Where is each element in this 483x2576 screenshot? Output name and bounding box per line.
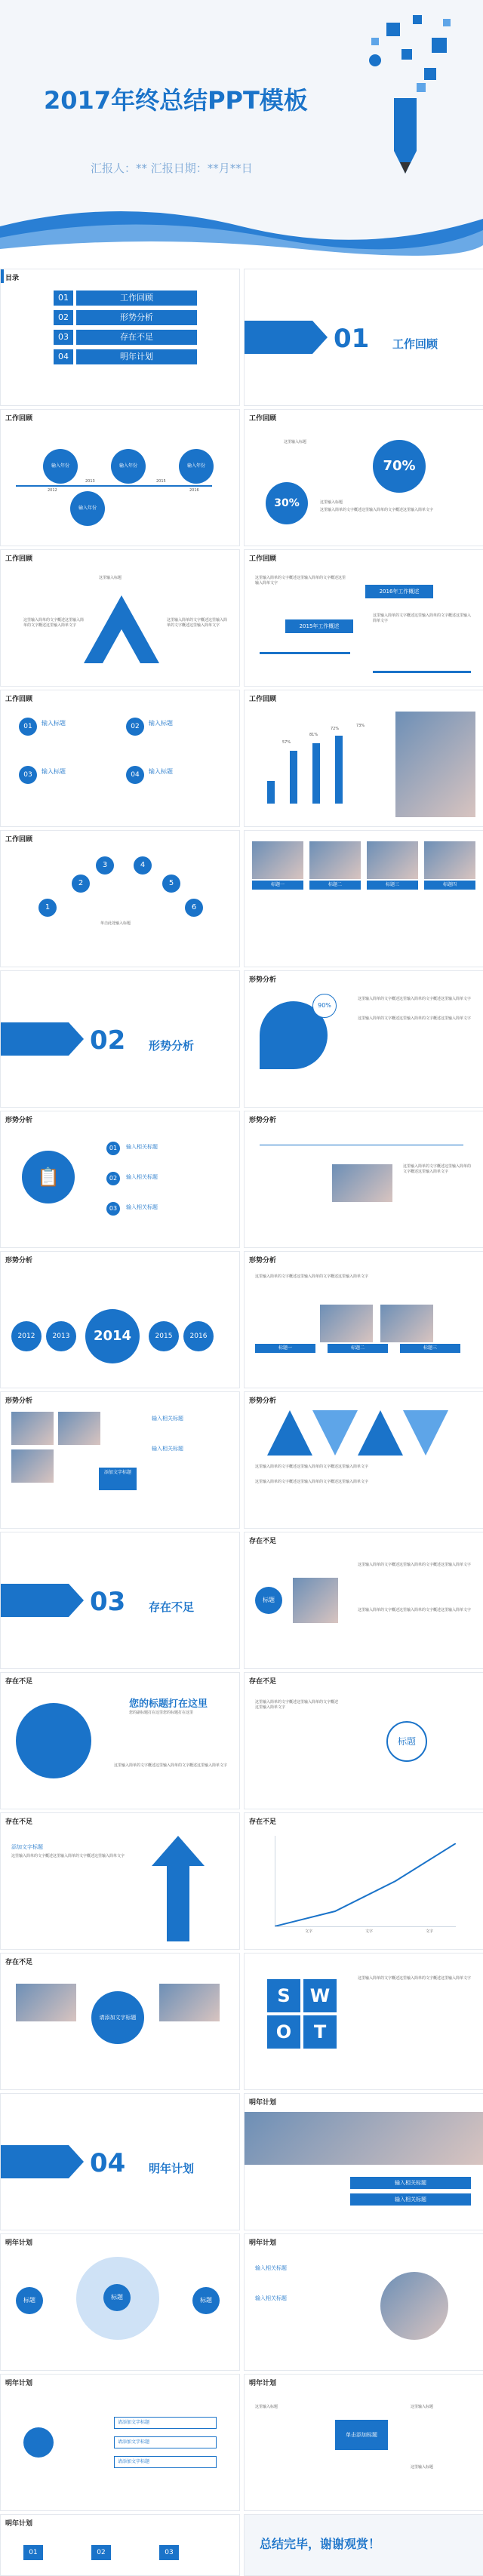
body-text: 这里输入简单的文字概述这里输入简单的文字概述这里输入简单文字 bbox=[358, 997, 472, 1001]
hex-label: 这里输入标题 bbox=[411, 2405, 434, 2409]
year-label: 2013 bbox=[85, 479, 95, 484]
item-title: 输入相关标题 bbox=[152, 1446, 183, 1452]
section-01-label: 工作回顾 bbox=[392, 337, 438, 351]
overview-box: 2015年工作概述 bbox=[285, 619, 353, 633]
section-03-slide bbox=[0, 1532, 240, 1669]
body-text: 这里输入简单的文字概述这里输入简单的文字概述这里输入简单文字 bbox=[114, 1763, 228, 1768]
section-04-slide bbox=[0, 2093, 240, 2230]
lack-cycle-slide bbox=[244, 1672, 483, 1809]
trend-triangles-slide bbox=[244, 1391, 483, 1529]
headline: 您的标题打在这里 bbox=[129, 1698, 208, 1710]
body-text: 这里输入简单的文字概述这里输入简单的文字概述这里输入简单文字 bbox=[11, 1854, 125, 1858]
slide-header: 明年计划 bbox=[5, 2239, 33, 2247]
swot-w: W bbox=[303, 1979, 337, 2012]
photo-tag: 标题四 bbox=[424, 881, 475, 890]
number-badge: 02 bbox=[126, 718, 144, 736]
year-circle: 2014 bbox=[85, 1309, 140, 1363]
slide-header: 形势分析 bbox=[249, 1117, 277, 1124]
photo bbox=[58, 1412, 100, 1445]
step-circle: 6 bbox=[185, 899, 203, 917]
slide-header: 明年计划 bbox=[249, 2239, 277, 2247]
section-01-number: 01 bbox=[334, 324, 370, 354]
item-title: 输入标题 bbox=[149, 720, 173, 727]
chart-bar bbox=[290, 751, 297, 804]
swot-o: O bbox=[267, 2015, 300, 2049]
toc-item[interactable]: 01 工作回顾 bbox=[54, 290, 197, 306]
number-badge: 04 bbox=[126, 766, 144, 784]
work-timeline-slide bbox=[0, 409, 240, 546]
photo bbox=[309, 841, 361, 879]
chart-bar bbox=[335, 736, 343, 804]
caption: 这里输入标题 bbox=[99, 576, 122, 580]
work-triangle-slide bbox=[0, 549, 240, 687]
plan-hex-slide bbox=[244, 2374, 483, 2511]
cycle-center: 标题 bbox=[386, 1721, 427, 1762]
work-chart-slide bbox=[244, 690, 483, 827]
photo bbox=[293, 1578, 338, 1623]
slide-header: 形势分析 bbox=[5, 1117, 33, 1124]
slide-header: 形势分析 bbox=[5, 1257, 33, 1265]
chart-photo bbox=[395, 712, 475, 817]
slide-header: 形势分析 bbox=[249, 976, 277, 984]
photo bbox=[320, 1305, 373, 1342]
body-text: 这里输入简单的文字概述这里输入简单的文字概述这里输入简单文字 bbox=[255, 576, 346, 586]
step-circle: 2 bbox=[72, 875, 90, 893]
hex-label: 这里输入标题 bbox=[255, 2405, 278, 2409]
slide-header: 工作回顾 bbox=[249, 415, 277, 423]
section-04-number: 04 bbox=[90, 2148, 126, 2178]
toc-slide bbox=[0, 269, 240, 406]
step-center-title: 单击此处输入标题 bbox=[100, 921, 131, 926]
percent-90: 90% bbox=[312, 994, 337, 1018]
item-title: 输入标题 bbox=[42, 768, 66, 775]
caption: 这里输入标题 bbox=[320, 500, 343, 505]
lack-pie-slide bbox=[0, 1672, 240, 1809]
number-badge: 01 bbox=[19, 718, 37, 736]
photo bbox=[367, 841, 418, 879]
trend-list-slide bbox=[0, 1111, 240, 1248]
item-title: 输入相关标题 bbox=[350, 2193, 471, 2206]
lack-center-slide bbox=[0, 1953, 240, 2090]
center-circle: 请添加文字标题 bbox=[91, 1991, 144, 2044]
body-text: 这里输入简单的文字概述这里输入简单的文字概述这里输入简单文字 bbox=[358, 1563, 472, 1567]
slide-header: 工作回顾 bbox=[249, 696, 277, 703]
plan-hub bbox=[23, 2427, 54, 2458]
slide-header: 明年计划 bbox=[5, 2520, 33, 2528]
pencil-icon bbox=[341, 8, 469, 189]
trend-years-slide bbox=[0, 1251, 240, 1388]
step-circle: 5 bbox=[162, 875, 180, 893]
block-tag: 标题二 bbox=[328, 1344, 388, 1353]
number-badge: 03 bbox=[19, 766, 37, 784]
chart-bar bbox=[267, 781, 275, 804]
bar-label: 81% bbox=[309, 733, 318, 737]
slide-header: 存在不足 bbox=[5, 1678, 33, 1686]
bar-label: 73% bbox=[356, 724, 365, 728]
card-label: 添加文字标题 bbox=[99, 1468, 137, 1490]
body-text: 这里输入简单的文字概述这里输入简单的文字概述这里输入简单文字 bbox=[255, 1480, 369, 1484]
photo-tag: 标题三 bbox=[367, 881, 418, 890]
step-circle: 4 bbox=[134, 856, 152, 875]
section-01-slide bbox=[244, 269, 483, 406]
body-text: 这里输入简单的文字概述这里输入简单的文字概述这里输入简单文字 bbox=[373, 613, 472, 623]
plan-photo-slide bbox=[244, 2233, 483, 2371]
lack-hex-slide bbox=[244, 1532, 483, 1669]
section-03-number: 03 bbox=[90, 1587, 126, 1617]
work-steps-slide bbox=[0, 830, 240, 967]
body-text: 这里输入简单的文字概述这里输入简单的文字概述这里输入简单文字 bbox=[358, 1976, 472, 1981]
bar-label: 57% bbox=[282, 740, 291, 745]
clipboard-icon: 📋 bbox=[22, 1151, 75, 1203]
bar-label: 72% bbox=[331, 727, 340, 731]
item-title: 输入标题 bbox=[149, 768, 173, 775]
caption: 这里输入标题 bbox=[284, 440, 307, 444]
item-title: 输入相关标题 bbox=[255, 2295, 287, 2301]
item-title: 输入标题 bbox=[42, 720, 66, 727]
photo bbox=[16, 1984, 76, 2021]
subhead: 您的副标题打在这里您的标题打在这里 bbox=[129, 1711, 194, 1715]
photo bbox=[380, 1305, 433, 1342]
toc-item[interactable]: 02 形势分析 bbox=[54, 310, 197, 325]
end-number: 02 bbox=[91, 2545, 111, 2560]
photo-tag: 标题一 bbox=[252, 881, 303, 890]
overview-box: 2016年工作概述 bbox=[365, 585, 433, 598]
body-text: 这里输入简单的文字概述这里输入简单的文字概述这里输入简单文字 bbox=[403, 1164, 472, 1174]
end-number: 01 bbox=[23, 2545, 43, 2560]
work-overview-slide bbox=[244, 549, 483, 687]
plan-row: 请添加文字标题 bbox=[114, 2456, 217, 2468]
body-text: 这里输入简单的文字概述这里输入简单的文字概述这里输入简单文字 bbox=[167, 618, 228, 628]
slide-header: 明年计划 bbox=[249, 2380, 277, 2387]
slide-header: 存在不足 bbox=[5, 1959, 33, 1966]
year-circle: 2013 bbox=[46, 1321, 76, 1351]
photo bbox=[11, 1449, 54, 1483]
year-circle: 2015 bbox=[149, 1321, 179, 1351]
photo-circle bbox=[380, 2272, 448, 2340]
slide-header: 存在不足 bbox=[249, 1538, 277, 1545]
plan-banner-slide bbox=[244, 2093, 483, 2230]
body-text: 这里输入简单的文字概述这里输入简单的文字概述这里输入简单文字 bbox=[255, 1465, 369, 1469]
toc-list bbox=[54, 290, 197, 369]
end-thanks-slide bbox=[244, 2514, 483, 2576]
section-02-number: 02 bbox=[90, 1025, 126, 1056]
photo-tag: 标题二 bbox=[309, 881, 361, 890]
section-02-slide bbox=[0, 970, 240, 1108]
lack-swot-slide bbox=[244, 1953, 483, 2090]
section-03-label: 存在不足 bbox=[149, 1600, 195, 1614]
toc-item[interactable]: 04 明年计划 bbox=[54, 349, 197, 364]
timeline-node: 输入年份 bbox=[111, 449, 146, 484]
slide-header: 形势分析 bbox=[249, 1257, 277, 1265]
slide-header: 存在不足 bbox=[5, 1818, 33, 1826]
block-tag: 标题三 bbox=[400, 1344, 460, 1353]
body-text: 这里输入简单的文字概述这里输入简单的文字概述这里输入简单文字 bbox=[358, 1608, 472, 1612]
end-number: 03 bbox=[159, 2545, 179, 2560]
photo bbox=[424, 841, 475, 879]
lack-arrow-slide bbox=[0, 1812, 240, 1950]
end-summary-slide bbox=[0, 2514, 240, 2576]
work-photos-slide bbox=[244, 830, 483, 967]
photo bbox=[11, 1412, 54, 1445]
slide-header: 工作回顾 bbox=[5, 696, 33, 703]
plan-row: 请添加文字标题 bbox=[114, 2417, 217, 2429]
swot-t: T bbox=[303, 2015, 337, 2049]
slide-header: 形势分析 bbox=[5, 1397, 33, 1405]
work-numbered-slide bbox=[0, 690, 240, 827]
body-text: 这里输入简单的文字概述这里输入简单的文字概述这里输入简单文字 bbox=[23, 618, 85, 628]
slide-header: 存在不足 bbox=[249, 1818, 277, 1826]
lack-line-slide bbox=[244, 1812, 483, 1950]
swot-s: S bbox=[267, 1979, 300, 2012]
trend-photos-slide bbox=[0, 1391, 240, 1529]
item-title: 输入相关标题 bbox=[255, 2265, 287, 2271]
number-badge: 03 bbox=[106, 1202, 120, 1216]
item-title: 输入相关标题 bbox=[126, 1174, 158, 1180]
plan-row: 请添加文字标题 bbox=[114, 2436, 217, 2448]
year-label: 2012 bbox=[48, 488, 57, 493]
item-title: 输入相关标题 bbox=[350, 2177, 471, 2189]
percent-70-circle: 70% bbox=[373, 440, 426, 493]
axis-label: 文字 bbox=[365, 1929, 374, 1934]
axis-label: 文字 bbox=[426, 1929, 434, 1934]
slide-header: 形势分析 bbox=[249, 1397, 277, 1405]
item-title: 输入相关标题 bbox=[126, 1204, 158, 1210]
step-circle: 3 bbox=[96, 856, 114, 875]
photo bbox=[159, 1984, 220, 2021]
slide-header: 明年计划 bbox=[249, 2099, 277, 2107]
title-hex: 标题 bbox=[255, 1587, 282, 1614]
plan-circles-slide bbox=[0, 2233, 240, 2371]
body-text: 这里输入简单的文字概述这里输入简单的文字概述这里输入简单文字 bbox=[255, 1700, 339, 1710]
year-label: 2016 bbox=[189, 488, 199, 493]
trend-drop-slide bbox=[244, 970, 483, 1108]
trend-blocks-slide bbox=[244, 1251, 483, 1388]
percent-30-circle: 30% bbox=[266, 482, 308, 524]
year-circle: 2012 bbox=[11, 1321, 42, 1351]
body-text: 这里输入简单的文字概述这里输入简单的文字概述这里输入简单文字 bbox=[358, 1016, 472, 1021]
item-title: 添加文字标题 bbox=[11, 1844, 43, 1850]
timeline-node: 输入年份 bbox=[70, 491, 105, 526]
pie-shape bbox=[16, 1703, 91, 1778]
hex-center: 单击添加标题 bbox=[335, 2420, 388, 2450]
toc-header: 目录 bbox=[5, 275, 20, 282]
item-title: 输入相关标题 bbox=[126, 1144, 158, 1150]
step-circle: 1 bbox=[38, 899, 57, 917]
slide-header: 工作回顾 bbox=[249, 555, 277, 563]
slide-header: 明年计划 bbox=[5, 2380, 33, 2387]
block-tag: 标题一 bbox=[255, 1344, 315, 1353]
chart-bar bbox=[312, 743, 320, 804]
cover-wave bbox=[0, 196, 483, 260]
slide-header: 工作回顾 bbox=[5, 555, 33, 563]
cover-slide bbox=[0, 0, 483, 260]
hex-label: 这里输入标题 bbox=[411, 2465, 434, 2470]
trend-flow-slide bbox=[244, 1111, 483, 1248]
body-text: 这里输入简单的文字概述这里输入简单的文字概述这里输入简单文字 bbox=[320, 508, 434, 512]
body-text: 这里输入简单的文字概述这里输入简单的文字概述这里输入简单文字 bbox=[255, 1274, 369, 1279]
timeline-node: 输入年份 bbox=[179, 449, 214, 484]
axis-label: 文字 bbox=[305, 1929, 313, 1934]
plan-rows-slide bbox=[0, 2374, 240, 2511]
number-badge: 02 bbox=[106, 1172, 120, 1185]
year-label: 2015 bbox=[156, 479, 166, 484]
photo bbox=[332, 1164, 392, 1202]
slide-header: 存在不足 bbox=[249, 1678, 277, 1686]
year-circle: 2016 bbox=[183, 1321, 214, 1351]
plan-node: 标题 bbox=[192, 2287, 220, 2314]
timeline-node: 输入年份 bbox=[43, 449, 78, 484]
slide-header: 工作回顾 bbox=[5, 415, 33, 423]
section-02-label: 形势分析 bbox=[149, 1039, 195, 1053]
banner-photo bbox=[245, 2112, 483, 2165]
cover-subtitle: 汇报人：** 汇报日期：**月**日 bbox=[91, 161, 253, 175]
item-title: 输入相关标题 bbox=[152, 1416, 183, 1422]
work-percent-slide bbox=[244, 409, 483, 546]
toc-item[interactable]: 03 存在不足 bbox=[54, 330, 197, 345]
thanks-text: 总结完毕，谢谢观赏！ bbox=[260, 2537, 381, 2551]
number-badge: 01 bbox=[106, 1142, 120, 1155]
section-04-label: 明年计划 bbox=[149, 2162, 195, 2175]
plan-node: 标题 bbox=[16, 2287, 43, 2314]
cover-title: 2017年终总结PPT模板 bbox=[44, 86, 308, 115]
photo bbox=[252, 841, 303, 879]
plan-node: 标题 bbox=[103, 2284, 131, 2311]
slide-header: 工作回顾 bbox=[5, 836, 33, 844]
